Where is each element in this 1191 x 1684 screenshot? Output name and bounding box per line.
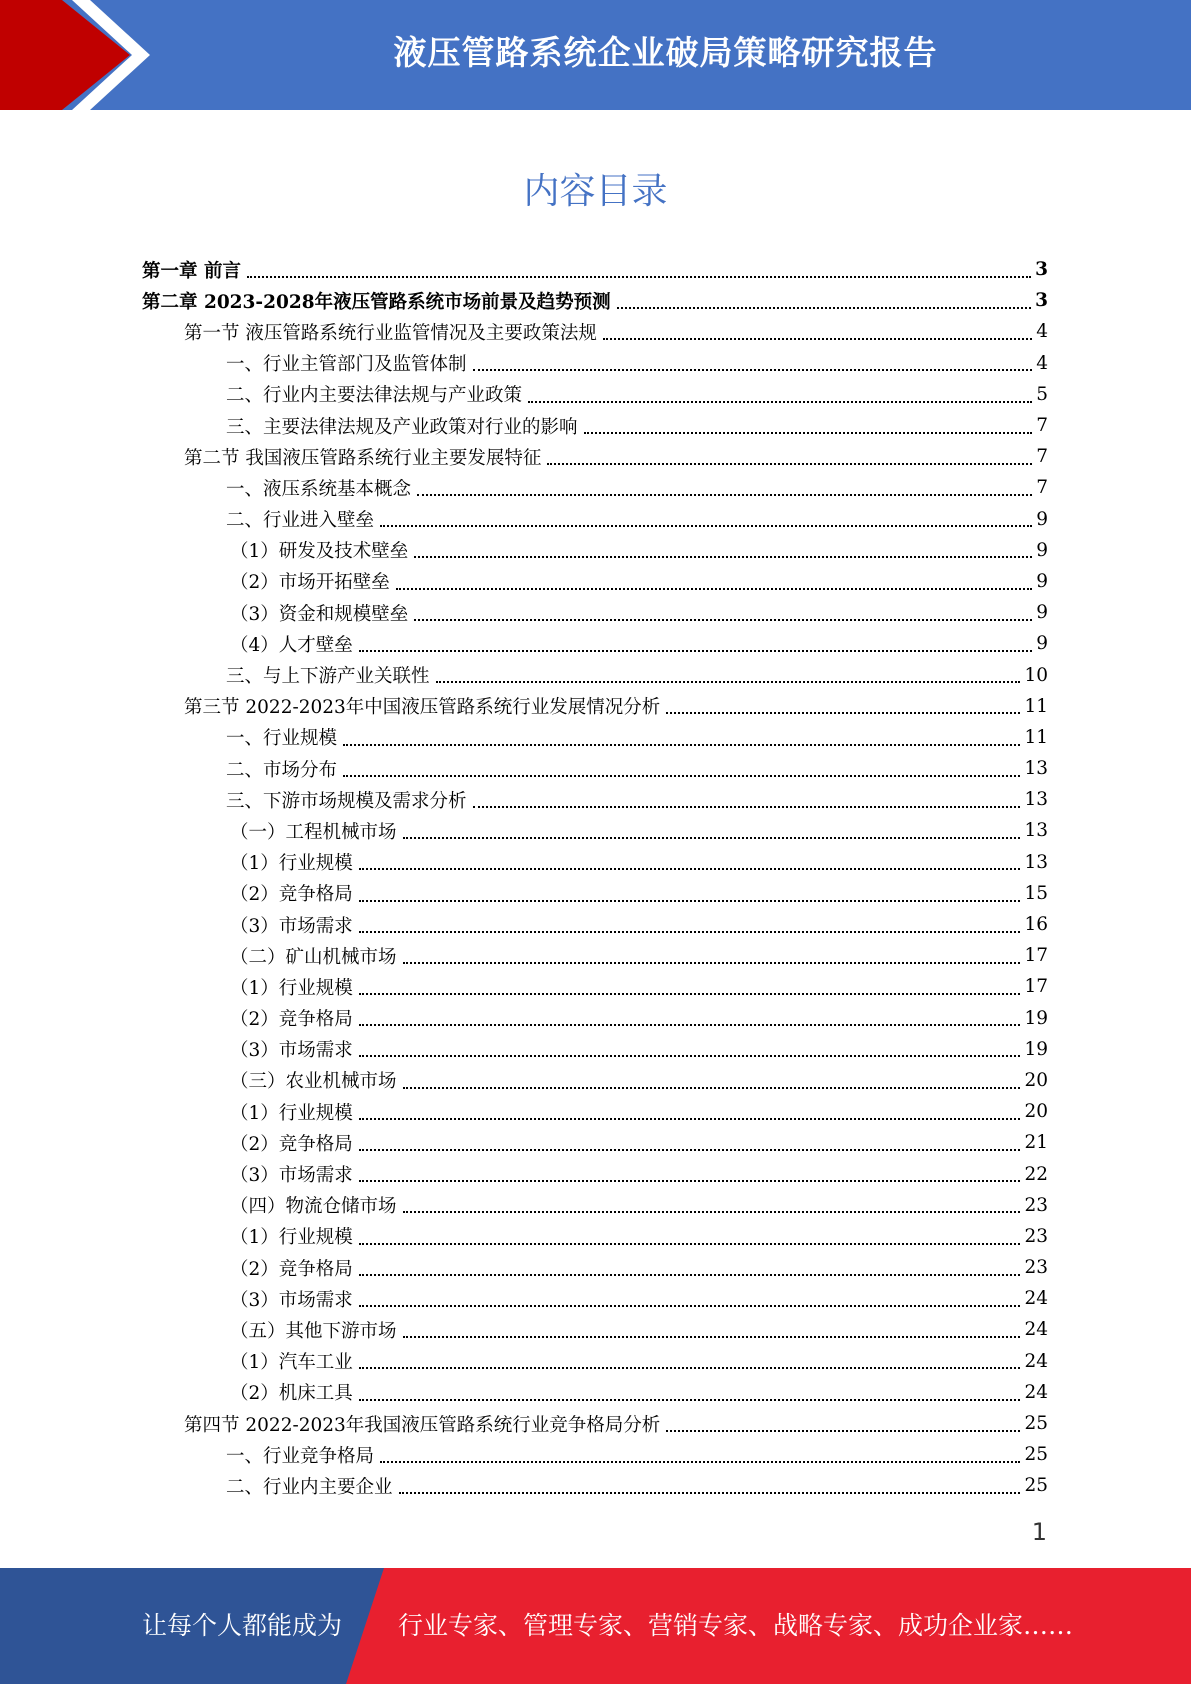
- toc-entry-title: （五）其他下游市场: [230, 1320, 397, 1342]
- toc-dot-leader: [396, 567, 1032, 589]
- toc-entry[interactable]: [142, 254, 1048, 285]
- toc-entry[interactable]: [142, 597, 1048, 628]
- toc-entry-page: 13: [1024, 789, 1048, 811]
- toc-entry-page: 4: [1036, 321, 1048, 343]
- toc-entry-title: 三、下游市场规模及需求分析: [226, 790, 467, 812]
- toc-entry-page: 20: [1024, 1101, 1048, 1123]
- toc-dot-leader: [359, 1129, 1021, 1151]
- toc-entry[interactable]: [142, 971, 1048, 1002]
- toc-dot-leader: [247, 255, 1031, 277]
- toc-entry-title: （3）资金和规模壁垒: [230, 603, 409, 625]
- toc-entry[interactable]: [142, 1034, 1048, 1065]
- toc-entry-page: 9: [1036, 633, 1048, 655]
- toc-dot-leader: [359, 1285, 1021, 1307]
- toc-entry[interactable]: [142, 1127, 1048, 1158]
- toc-entry-title: （2）市场开拓壁垒: [230, 572, 390, 594]
- toc-entry[interactable]: [142, 379, 1048, 410]
- toc-entry-title: （3）市场需求: [230, 1165, 353, 1187]
- toc-entry[interactable]: [142, 410, 1048, 441]
- toc-entry-title: （三）农业机械市场: [230, 1071, 397, 1093]
- toc-entry[interactable]: [142, 1408, 1048, 1439]
- toc-entry[interactable]: [142, 691, 1048, 722]
- toc-dot-leader: [380, 505, 1032, 527]
- toc-entry-page: 25: [1024, 1444, 1048, 1466]
- toc-entry-title: （2）竞争格局: [230, 1009, 353, 1031]
- page-footer: [0, 1568, 1191, 1684]
- toc-entry-page: 20: [1024, 1069, 1048, 1091]
- toc-entry[interactable]: [142, 566, 1048, 597]
- toc-dot-leader: [359, 630, 1032, 652]
- toc-dot-leader: [359, 1160, 1021, 1182]
- toc-entry[interactable]: [142, 847, 1048, 878]
- toc-dot-leader: [584, 411, 1033, 433]
- toc-entry[interactable]: [142, 940, 1048, 971]
- footer-slogan-left: 让每个人都能成为: [142, 1611, 343, 1640]
- toc-entry-title: （二）矿山机械市场: [230, 946, 397, 968]
- toc-entry-page: 10: [1024, 664, 1048, 686]
- toc-entry-title: 二、行业内主要企业: [226, 1476, 393, 1498]
- footer-slogan-right: 行业专家、管理专家、营销专家、战略专家、成功企业家……: [398, 1611, 1074, 1640]
- toc-entry[interactable]: [142, 628, 1048, 659]
- toc-entry-title: 一、行业竞争格局: [226, 1445, 375, 1467]
- toc-entry-page: 24: [1024, 1319, 1048, 1341]
- toc-entry[interactable]: [142, 1003, 1048, 1034]
- toc-dot-leader: [359, 1253, 1021, 1275]
- toc-entry-title: 第三节 2022-2023年中国液压管路系统行业发展情况分析: [184, 697, 661, 719]
- toc-entry-page: 17: [1024, 945, 1048, 967]
- toc-entry-title: 三、与上下游产业关联性: [226, 666, 430, 688]
- toc-entry-title: 二、市场分布: [226, 759, 338, 781]
- toc-entry[interactable]: [142, 285, 1048, 316]
- toc-dot-leader: [666, 692, 1020, 714]
- toc-dot-leader: [359, 848, 1021, 870]
- toc-entry-title: （4）人才壁垒: [230, 634, 353, 656]
- toc-dot-leader: [359, 879, 1021, 901]
- toc-dot-leader: [403, 1066, 1021, 1088]
- toc-entry[interactable]: [142, 1439, 1048, 1470]
- toc-entry-page: 7: [1036, 477, 1048, 499]
- toc-entry[interactable]: [142, 878, 1048, 909]
- toc-entry[interactable]: [142, 348, 1048, 379]
- toc-entry-page: 11: [1024, 726, 1048, 748]
- toc-entry-page: 9: [1036, 570, 1048, 592]
- toc-entry-title: 第二节 我国液压管路系统行业主要发展特征: [184, 447, 542, 469]
- toc-entry-title: （1）行业规模: [230, 977, 353, 999]
- toc-entry-title: （1）研发及技术壁垒: [230, 541, 409, 563]
- toc-entry[interactable]: [142, 784, 1048, 815]
- toc-entry-page: 5: [1036, 383, 1048, 405]
- toc-entry-page: 11: [1024, 695, 1048, 717]
- toc-entry-page: 19: [1024, 1038, 1048, 1060]
- toc-entry[interactable]: [142, 753, 1048, 784]
- report-title: 液压管路系统企业破局策略研究报告: [393, 33, 938, 72]
- toc-entry-page: 25: [1024, 1413, 1048, 1435]
- toc-entry-page: 16: [1024, 914, 1048, 936]
- toc-entry-title: （3）市场需求: [230, 1289, 353, 1311]
- toc-entry-title: 第一节 液压管路系统行业监管情况及主要政策法规: [184, 322, 597, 344]
- toc-entry-page: 24: [1024, 1288, 1048, 1310]
- table-of-contents: [142, 254, 1048, 1502]
- toc-entry[interactable]: [142, 441, 1048, 472]
- toc-entry-title: 一、行业主管部门及监管体制: [226, 354, 467, 376]
- toc-entry-page: 3: [1035, 290, 1048, 312]
- toc-entry-page: 25: [1024, 1475, 1048, 1497]
- toc-entry-page: 22: [1024, 1163, 1048, 1185]
- toc-entry[interactable]: [142, 722, 1048, 753]
- toc-entry-title: （四）物流仓储市场: [230, 1196, 397, 1218]
- toc-entry-page: 19: [1024, 1007, 1048, 1029]
- toc-entry-title: （3）市场需求: [230, 1040, 353, 1062]
- toc-entry-title: （2）竞争格局: [230, 1133, 353, 1155]
- toc-entry[interactable]: [142, 1065, 1048, 1096]
- toc-entry-title: （1）行业规模: [230, 853, 353, 875]
- toc-dot-leader: [343, 723, 1020, 745]
- toc-entry-title: （1）行业规模: [230, 1102, 353, 1124]
- toc-dot-leader: [528, 380, 1032, 402]
- toc-dot-leader: [403, 1191, 1021, 1213]
- toc-dot-leader: [399, 1472, 1021, 1494]
- toc-entry-page: 9: [1036, 602, 1048, 624]
- toc-entry-page: 23: [1024, 1225, 1048, 1247]
- toc-entry-title: （2）机床工具: [230, 1383, 353, 1405]
- toc-entry-page: 7: [1036, 415, 1048, 437]
- toc-entry-title: （1）汽车工业: [230, 1352, 353, 1374]
- toc-dot-leader: [359, 1004, 1021, 1026]
- toc-dot-leader: [547, 443, 1032, 465]
- toc-entry-page: 4: [1036, 352, 1048, 374]
- toc-entry-title: 第四节 2022-2023年我国液压管路系统行业竞争格局分析: [184, 1414, 661, 1436]
- toc-dot-leader: [343, 754, 1020, 776]
- toc-dot-leader: [473, 349, 1033, 371]
- toc-entry-page: 15: [1024, 882, 1048, 904]
- toc-entry[interactable]: [142, 1158, 1048, 1189]
- toc-entry[interactable]: [142, 1096, 1048, 1127]
- toc-dot-leader: [403, 942, 1021, 964]
- toc-entry[interactable]: [142, 1314, 1048, 1345]
- toc-entry-page: 24: [1024, 1381, 1048, 1403]
- toc-entry[interactable]: [142, 1470, 1048, 1501]
- toc-entry-page: 9: [1036, 508, 1048, 530]
- toc-dot-leader: [359, 1347, 1021, 1369]
- toc-entry-title: 二、行业进入壁垒: [226, 510, 375, 532]
- toc-dot-leader: [359, 1097, 1021, 1119]
- toc-entry-page: 7: [1036, 446, 1048, 468]
- toc-entry-page: 13: [1024, 758, 1048, 780]
- toc-entry-page: 13: [1024, 851, 1048, 873]
- toc-entry-title: 三、主要法律法规及产业政策对行业的影响: [226, 416, 578, 438]
- toc-entry[interactable]: [142, 535, 1048, 566]
- toc-entry[interactable]: [142, 504, 1048, 535]
- toc-entry-title: （1）行业规模: [230, 1227, 353, 1249]
- toc-entry-page: 23: [1024, 1257, 1048, 1279]
- toc-entry-title: （2）竞争格局: [230, 884, 353, 906]
- toc-entry[interactable]: [142, 1346, 1048, 1377]
- toc-dot-leader: [359, 1035, 1021, 1057]
- toc-entry-title: （一）工程机械市场: [230, 821, 397, 843]
- toc-dot-leader: [403, 817, 1021, 839]
- toc-heading: 内容目录: [523, 171, 668, 212]
- toc-dot-leader: [359, 973, 1021, 995]
- toc-entry-title: （2）竞争格局: [230, 1258, 353, 1280]
- toc-dot-leader: [414, 536, 1032, 558]
- toc-dot-leader: [403, 1316, 1021, 1338]
- toc-entry[interactable]: [142, 472, 1048, 503]
- toc-dot-leader: [359, 1378, 1021, 1400]
- page-header: [0, 0, 1191, 110]
- toc-entry-page: 24: [1024, 1350, 1048, 1372]
- toc-entry-page: 23: [1024, 1194, 1048, 1216]
- toc-dot-leader: [417, 474, 1032, 496]
- toc-entry[interactable]: [142, 1190, 1048, 1221]
- toc-entry[interactable]: [142, 1283, 1048, 1314]
- toc-entry-page: 9: [1036, 539, 1048, 561]
- toc-entry-page: 21: [1024, 1132, 1048, 1154]
- toc-entry[interactable]: [142, 1252, 1048, 1283]
- toc-entry[interactable]: [142, 659, 1048, 690]
- toc-entry[interactable]: [142, 815, 1048, 846]
- toc-entry-title: 第一章 前言: [142, 260, 241, 282]
- toc-dot-leader: [359, 1222, 1021, 1244]
- toc-entry-title: （3）市场需求: [230, 915, 353, 937]
- toc-dot-leader: [414, 598, 1032, 620]
- toc-entry-title: 一、液压系统基本概念: [226, 478, 412, 500]
- toc-dot-leader: [473, 786, 1021, 808]
- toc-entry-page: 13: [1024, 820, 1048, 842]
- toc-dot-leader: [617, 287, 1032, 309]
- toc-entry-title: 第二章 2023-2028年液压管路系统市场前景及趋势预测: [142, 291, 611, 313]
- toc-entry-page: 3: [1035, 259, 1048, 281]
- toc-entry[interactable]: [142, 316, 1048, 347]
- toc-entry-title: 二、行业内主要法律法规与产业政策: [226, 385, 523, 407]
- toc-entry-page: 17: [1024, 976, 1048, 998]
- toc-dot-leader: [380, 1441, 1020, 1463]
- toc-entry[interactable]: [142, 1377, 1048, 1408]
- toc-dot-leader: [436, 661, 1021, 683]
- toc-entry[interactable]: [142, 1221, 1048, 1252]
- toc-dot-leader: [666, 1409, 1020, 1431]
- toc-entry[interactable]: [142, 909, 1048, 940]
- page-number: 1: [1031, 1518, 1047, 1546]
- toc-dot-leader: [359, 910, 1021, 932]
- toc-entry-title: 一、行业规模: [226, 728, 338, 750]
- toc-dot-leader: [603, 318, 1032, 340]
